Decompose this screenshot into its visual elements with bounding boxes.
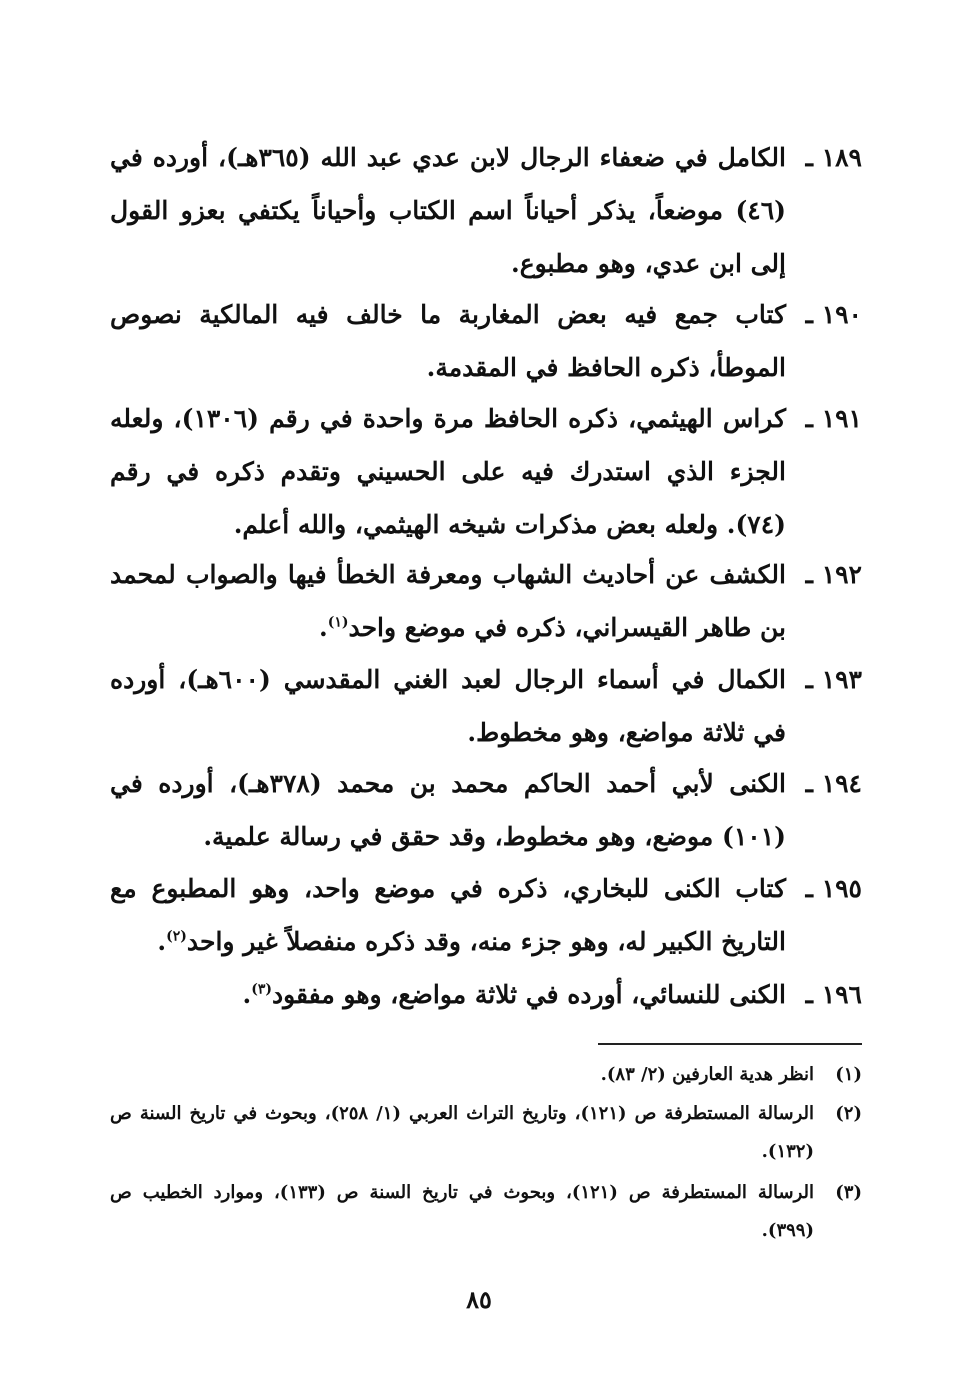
entry-number: ١٩٣ ـ [805, 665, 862, 694]
entry-192 [110, 548, 862, 654]
footnote-ref[interactable]: (٣) [251, 981, 272, 998]
entry-text: كتاب جمع فيه بعض المغاربة ما خالف فيه المالكية نصوص الموطأ، ذكره الحافظ في المقدمة. [110, 300, 786, 382]
entry-number: ١٩٢ ـ [805, 560, 862, 589]
entry-195 [110, 862, 862, 968]
footnote-text: الرسالة المستطرفة ص (١٢١)، وتاريخ التراث العربي (١/ ٢٥٨)، وبحوث في تاريخ السنة ص (١٣٢). [110, 1103, 814, 1162]
footnote-ref[interactable]: (٢) [166, 928, 187, 945]
footnote-text: انظر هدية العارفين (٢/ ٨٣). [600, 1064, 814, 1085]
entry-194 [110, 757, 862, 863]
entry-number: ١٨٩ ـ [805, 143, 862, 172]
footnote-2 [110, 1095, 862, 1171]
entry-text: كتاب الكنى للبخاري، ذكره في موضع واحد، وهو المطبوع مع التاريخ الكبير له، وهو جزء منه، وقد ذكره منفصلاً غير واحد [110, 874, 786, 956]
entry-tail: . [157, 927, 167, 956]
entry-number: ١٩٦ ـ [805, 980, 862, 1009]
entry-text: الكنى للنسائي، أورده في ثلاثة مواضع، وهو مفقود [271, 980, 786, 1009]
footnote-separator [598, 1043, 862, 1045]
footnote-number: (٣) [835, 1182, 862, 1203]
entry-190 [110, 288, 862, 394]
entry-text: الكشف عن أحاديث الشهاب ومعرفة الخطأ فيها والصواب لمحمد بن طاهر القيسراني، ذكره في موضع واحد [110, 560, 786, 642]
entry-text: الكامل في ضعفاء الرجال لابن عدي عبد الله (٣٦٥هـ)، أورده في (٤٦) موضعاً، يذكر أحياناً اسم الكتاب وأحياناً يكتفي بعزو القول إلى ابن عدي، وهو مطبوع. [110, 143, 786, 278]
entry-text: الكنى لأبي أحمد الحاكم محمد بن محمد (٣٧٨هـ)، أورده في (١٠١) موضع، وهو مخطوط، وقد حقق في رسالة علمية. [110, 769, 786, 851]
footnote-number: (١) [835, 1064, 862, 1085]
entry-text: كراس الهيثمي، ذكره الحافظ مرة واحدة في رقم (١٣٠٦)، ولعله الجزء الذي استدرك فيه على الحسيني وتقدم ذكره في رقم (٧٤). ولعله بعض مذكرات شيخه الهيثمي، والله أعلم. [110, 404, 786, 539]
entry-tail: . [242, 980, 252, 1009]
entry-193 [110, 653, 862, 759]
footnote-3 [110, 1174, 862, 1250]
footnote-number: (٢) [835, 1103, 862, 1124]
entry-191 [110, 392, 862, 551]
footnote-ref[interactable]: (١) [327, 614, 349, 631]
entry-number: ١٩٤ ـ [805, 769, 862, 798]
footnote-1 [110, 1056, 862, 1094]
entry-number: ١٩٥ ـ [805, 874, 862, 903]
entry-number: ١٩١ ـ [805, 404, 862, 433]
entry-196 [110, 968, 862, 1021]
entry-189 [110, 131, 862, 290]
entry-text: الكمال في أسماء الرجال لعبد الغني المقدسي (٦٠٠هـ)، أورده في ثلاثة مواضع، وهو مخطوط. [110, 665, 786, 747]
entry-tail: . [318, 613, 328, 642]
page-number: ٨٥ [466, 1285, 492, 1314]
entry-number: ١٩٠ ـ [805, 300, 862, 329]
footnote-text: الرسالة المستطرفة ص (١٢١)، وبحوث في تاريخ السنة ص (١٣٣)، وموارد الخطيب ص (٣٩٩). [110, 1182, 814, 1241]
